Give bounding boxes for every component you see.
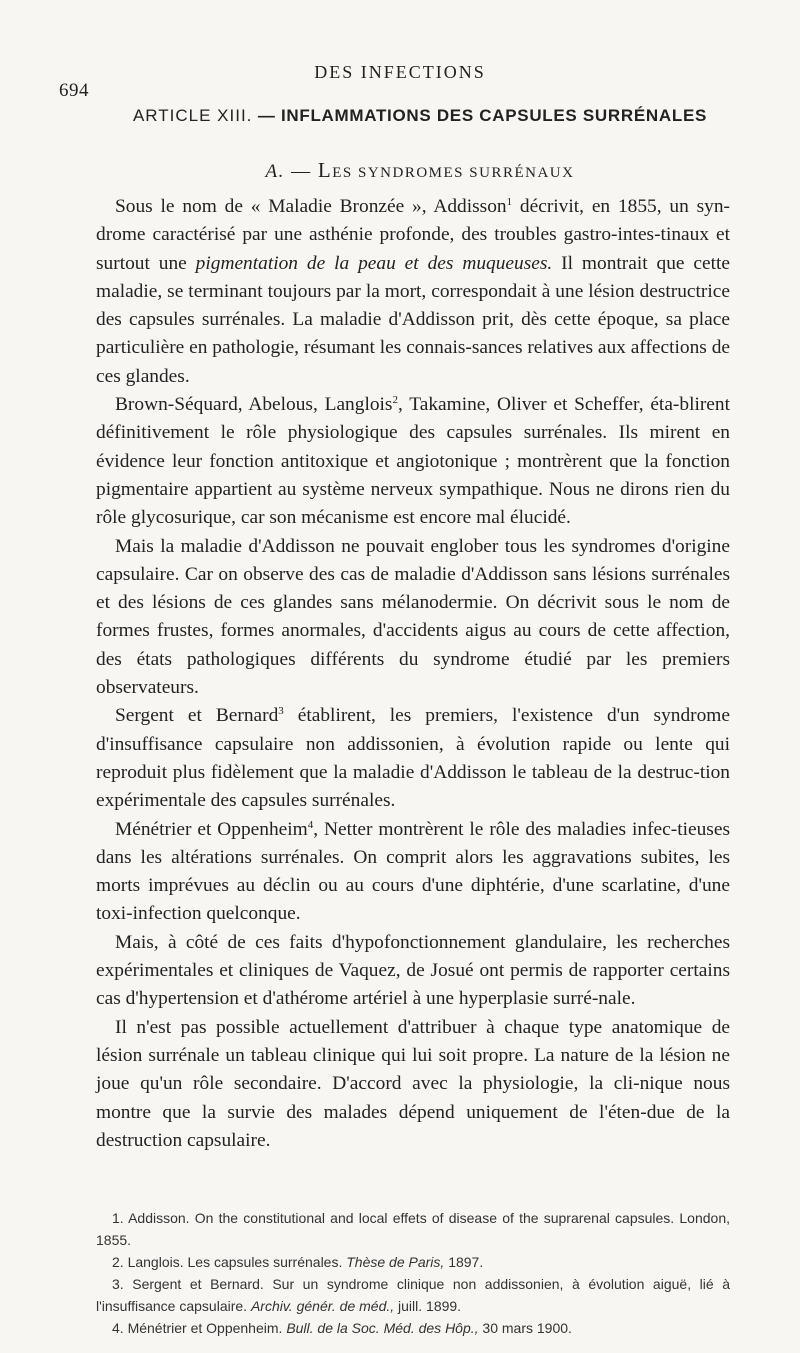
footnote-2: [96, 1251, 730, 1273]
paragraph-1: [96, 193, 730, 391]
fn3-text-b: juill. 1899.: [394, 1298, 462, 1314]
p1-text-b: décrivit, en 1855, un syn-drome caractérisé par une asthénie profonde, des troubles gastro-intes-tinaux et surtout une: [96, 196, 730, 274]
footnotes: [96, 1207, 730, 1339]
p4-text-b: établirent, les premiers, l'existence d'un syndrome d'insuffisance capsulaire non addissonien, à évolution rapide ou lente qui reproduit plus fidèlement que la maladie d'Addisson le tableau de la destruc-tion expérimentale des capsules surrénales.: [96, 705, 730, 812]
fn2-text-a: 2. Langlois. Les capsules surrénales.: [112, 1254, 347, 1270]
section-first-word-rest: ES: [332, 165, 353, 181]
fn4-text-b: 30 mars 1900.: [478, 1320, 572, 1336]
paragraph-3: Mais la maladie d'Addisson ne pouvait englober tous les syndromes d'origine capsulaire. Car on observe des cas de maladie d'Addisson sans lésions surrénales et des lésions de ces glandes sans mélanodermie. On décrivit sous le nom de formes frustes, formes anormales, d'accidents aigus au cours de cette affection, des états pathologiques différents du syndrome étudié par les premiers observateurs.: [96, 535, 730, 699]
fn2-emphasis: Thèse de Paris,: [346, 1254, 445, 1270]
p1-text-c: Il montrait que cette maladie, se terminant toujours par la mort, correspondait à une lésion destructrice des capsules surrénales. La maladie d'Addisson prit, dès cette époque, sa place particulière en pathologie, résumant les connais-sances relatives aux affections de ces glandes.: [96, 252, 730, 387]
body-text: [96, 193, 730, 1155]
p2-text-b: , Takamine, Oliver et Scheffer, éta-blirent définitivement le rôle physiologique des capsules surrénales. Ils mirent en évidence leur fonction antitoxique et angiotonique ; montrèrent que la fonction pigmentaire appartient au système nerveux sympathique. Nous ne dirons rien du rôle glycosurique, car son mécanisme est encore mal élucidé.: [96, 394, 730, 529]
fn4-emphasis: Bull. de la Soc. Méd. des Hôp.,: [286, 1320, 479, 1336]
p4-text-a: Sergent et Bernard: [115, 705, 279, 727]
footnote-3: [96, 1273, 730, 1317]
p1-emphasis: pigmentation de la peau et des muqueuses.: [195, 252, 553, 274]
fn2-text-b: 1897.: [444, 1254, 484, 1270]
article-dash: —: [252, 106, 281, 125]
p1-text-a: Sous le nom de « Maladie Bronzée », Addisson: [115, 196, 507, 217]
paragraph-2: [96, 391, 730, 532]
fn3-emphasis: Archiv. génér. de méd.,: [250, 1298, 395, 1314]
paragraph-5: [96, 816, 730, 929]
section-initial: L: [317, 158, 333, 182]
paragraph-4: [96, 702, 730, 815]
article-title-text: INFLAMMATIONS DES CAPSULES SURRÉNALES: [280, 106, 708, 125]
footnote-4: [96, 1317, 730, 1339]
running-head: DES INFECTIONS: [314, 62, 486, 82]
fn4-text-a: 4. Ménétrier et Oppenheim.: [112, 1320, 287, 1336]
paragraph-6: Mais, à côté de ces faits d'hypofonctionnement glandulaire, les recherches expérimentales et cliniques de Vaquez, de Josué ont permis de rapporter certains cas d'hypertension et d'athérome artériel à une hyperplasie surré-nale.: [96, 931, 730, 1010]
p5-text-a: Ménétrier et Oppenheim: [115, 818, 308, 840]
footnote-1: 1. Addisson. On the constitutional and local effets of disease of the suprarenal capsules. London, 1855.: [96, 1210, 730, 1248]
article-title: [75, 106, 765, 126]
footnote-ref-1: 1: [506, 196, 513, 208]
section-dash: —: [284, 161, 318, 182]
footnote-ref-3: 3: [278, 705, 284, 718]
footnote-ref-4: 4: [307, 818, 314, 831]
section-letter: A.: [265, 161, 285, 182]
fn3-text-a: 3. Sergent et Bernard. Sur un syndrome clinique non addissonien, à évolution aiguë, lié à l'insuffisance capsulaire.: [96, 1276, 730, 1314]
paragraph-7: Il n'est pas possible actuellement d'attribuer à chaque type anatomique de lésion surrénale un tableau clinique qui lui soit propre. La nature de la lésion ne joue qu'un rôle secondaire. D'accord avec la physiologie, la cli-nique nous montre que la survie des malades dépend uniquement de l'éten-due de la destruction capsulaire.: [96, 1016, 730, 1151]
section-title-rest: SYNDROMES SURRÉNAUX: [352, 165, 575, 181]
p2-text-a: Brown-Séquard, Abelous, Langlois: [115, 394, 393, 416]
footnote-ref-2: 2: [392, 394, 398, 407]
p5-text-b: , Netter montrèrent le rôle des maladies infec-tieuses dans les altérations surrénales. On comprit alors les aggravations subites, les morts imprévues au déclin ou au cours d'une diphtérie, d'une scarlatine, d'une toxi-infection quelconque.: [96, 818, 730, 925]
section-title: [75, 158, 765, 183]
article-label: ARTICLE XIII.: [132, 106, 253, 125]
page-number: 694: [59, 80, 89, 101]
